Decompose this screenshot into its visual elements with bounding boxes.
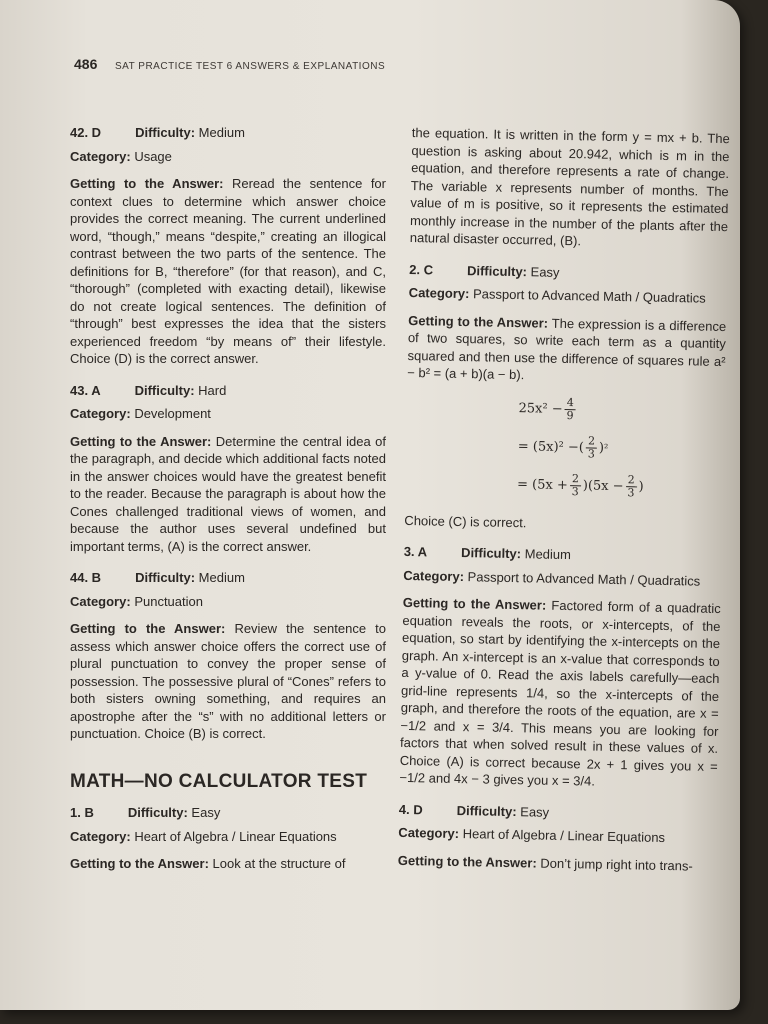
question-42-header xyxy=(70,124,386,142)
difficulty-value: Easy xyxy=(191,805,221,820)
conclusion: Choice (C) is correct. xyxy=(404,512,527,530)
fraction-denominator: 3 xyxy=(627,486,635,500)
math-question-3-header xyxy=(404,543,722,567)
category-value: Punctuation xyxy=(134,593,203,609)
answer-explanation xyxy=(70,175,386,368)
math-question-1-header xyxy=(70,804,386,822)
category-label: Category: xyxy=(70,148,131,164)
gta-label: Getting to the Answer: xyxy=(408,312,549,331)
fraction-denominator: 3 xyxy=(587,447,595,461)
page-header xyxy=(74,56,385,72)
fraction xyxy=(570,473,581,498)
question-number: 44. B xyxy=(70,570,102,585)
category-line xyxy=(398,824,716,848)
fraction-numerator: 2 xyxy=(586,435,597,448)
equation-text: = (5x + xyxy=(516,476,568,493)
gta-text: Review the sentence to assess which answer choice offers the correct use of plural punctuation to convey the proper sense of possession. The possessive plural of “Cones” refers to both sisters owning something, and requires an apostrophe after the “s” with no additional letters or punctuation. Choice (B) is correct. xyxy=(70,621,386,741)
answer-explanation xyxy=(399,594,721,793)
left-column xyxy=(70,124,386,883)
category-label: Category: xyxy=(70,593,131,609)
fraction-numerator: 4 xyxy=(565,397,576,410)
right-column xyxy=(398,124,730,885)
equation-line-2: = (5x)² − ( $\frac{2}{3}$ ) ² xyxy=(517,434,609,461)
fraction-denominator: 9 xyxy=(566,409,574,423)
gta-text: Factored form of a quadratic equation reveals the roots, or x-intercepts, of the equation, so start by identifying the x-intercepts on the graph. An x-intercept is an x-value that corresponds to a y-value of 0. Read the axis labels carefully—each grid-line represents 1/4, so the x-intercepts of the graph, and therefore the roots of the equation, are x = −1/2 and x = 3/4. This means you are looking for factors that when solved result in these values of x. Choice (A) is correct because 2x + 1 gives you x = −1/2 and 4x − 3 gives you x = 3/4. xyxy=(399,597,721,789)
difficulty-value: Medium xyxy=(524,546,572,563)
question-number: 3. A xyxy=(403,543,428,560)
equation-block xyxy=(517,390,725,508)
category-value: Passport to Advanced Math / Quadratics xyxy=(467,568,701,589)
category-label: Category: xyxy=(398,824,460,842)
answer-explanation xyxy=(407,311,726,387)
continued-explanation: the equation. It is written in the form y = mx + b. The question is asking about 20.942, which is m in the equation, and therefore represents a rate of change. The variable x represents number of months. The value of m is positive, so it represents the estimated monthly increase in the number of the plants after the natural disaster occurred, (B). xyxy=(409,124,730,249)
gta-label: Getting to the Answer: xyxy=(397,852,537,871)
category-value: Passport to Advanced Math / Quadratics xyxy=(472,286,706,306)
running-head: SAT PRACTICE TEST 6 ANSWERS & EXPLANATIONS xyxy=(114,61,386,72)
difficulty-label: Difficulty: xyxy=(456,802,517,819)
question-number: 2. C xyxy=(409,261,434,277)
equation-text: = (5x)² − xyxy=(517,438,579,456)
fraction-denominator: 3 xyxy=(571,485,579,499)
category-label: Category: xyxy=(408,284,470,302)
difficulty-label: Difficulty: xyxy=(466,262,528,279)
difficulty-label: Difficulty: xyxy=(134,382,195,398)
question-44-header xyxy=(70,569,386,587)
answer-explanation xyxy=(70,620,386,743)
difficulty-value: Hard xyxy=(198,382,227,398)
category-value: Heart of Algebra / Linear Equations xyxy=(134,828,337,844)
fraction xyxy=(625,474,636,499)
gta-label: Getting to the Answer: xyxy=(70,433,212,449)
gta-text: Don’t jump right into trans- xyxy=(540,855,693,874)
difficulty-label: Difficulty: xyxy=(135,570,196,585)
category-label: Category: xyxy=(403,567,465,584)
difficulty-value: Easy xyxy=(530,263,560,280)
answer-explanation xyxy=(70,433,386,556)
question-43-header xyxy=(70,382,386,400)
category-value: Usage xyxy=(134,148,172,164)
gta-label: Getting to the Answer: xyxy=(70,621,226,636)
gta-text: Look at the structure of xyxy=(212,856,346,871)
question-number: 43. A xyxy=(70,382,101,398)
math-question-4-header xyxy=(399,800,717,824)
equation-line-1 xyxy=(518,390,725,432)
category-line xyxy=(70,405,386,423)
difficulty-label: Difficulty: xyxy=(135,125,196,140)
category-line xyxy=(403,566,721,590)
page-number: 486 xyxy=(74,56,98,72)
fraction-numerator: 2 xyxy=(626,474,637,487)
math-question-2-header xyxy=(409,260,727,284)
question-number: 42. D xyxy=(70,125,102,140)
fraction-numerator: 2 xyxy=(570,473,581,486)
equation-text: 25x² − xyxy=(518,400,563,417)
exponent: ² xyxy=(603,441,609,455)
category-line xyxy=(70,593,386,611)
fraction xyxy=(564,397,575,422)
gta-text: Reread the sentence for context clues to determine which answer choice provides the correct meaning. The current underlined word, “though,” means “despite,” creating an illogical contrast between the two parts of the sentence. The definitions for B, “therefore” (for that reason), and C, “thorough” (completed with exacting detail), likewise do not create logical sentences. The definition of “through” best expresses the idea that the sisters experienced freedom “by means of” their lifestyle. Choice (D) is the correct answer. xyxy=(70,176,386,366)
category-label: Category: xyxy=(70,828,131,844)
fraction xyxy=(586,435,597,460)
difficulty-value: Medium xyxy=(198,125,245,140)
category-line xyxy=(70,828,386,846)
difficulty-value: Easy xyxy=(520,803,550,820)
category-value: Heart of Algebra / Linear Equations xyxy=(462,826,666,845)
category-line xyxy=(70,148,386,166)
question-number: 4. D xyxy=(398,801,423,817)
section-title: MATH—NO CALCULATOR TEST xyxy=(70,770,368,792)
difficulty-label: Difficulty: xyxy=(460,545,522,562)
difficulty-label: Difficulty: xyxy=(127,805,188,820)
equation-line-3 xyxy=(517,466,724,508)
answer-explanation xyxy=(398,851,716,875)
equation-text: ) xyxy=(638,479,644,495)
equation-text: )(5x − xyxy=(582,478,624,494)
gta-label: Getting to the Answer: xyxy=(70,176,224,191)
category-line xyxy=(409,284,727,308)
category-label: Category: xyxy=(70,406,131,421)
gta-label: Getting to the Answer: xyxy=(402,594,547,613)
question-number: 1. B xyxy=(70,805,94,820)
gta-text: Determine the central idea of the paragraph, and decide which additional facts noted in the answer choices would have the greatest benefit to the reader. Because the paragraph is about how the Cones challenged traditional views of women, and because the author uses several undefined but important terms, (A) is the correct answer. xyxy=(70,433,386,554)
gta-label: Getting to the Answer: xyxy=(70,856,209,871)
gta-text: The expression is a difference of two squares, so write each term as a quantity squared and then use the difference of squares rule a² − b² = (a + b)(a − b). xyxy=(407,315,727,383)
difficulty-value: Medium xyxy=(198,570,245,585)
answer-explanation xyxy=(70,855,386,873)
category-value: Development xyxy=(134,406,211,421)
